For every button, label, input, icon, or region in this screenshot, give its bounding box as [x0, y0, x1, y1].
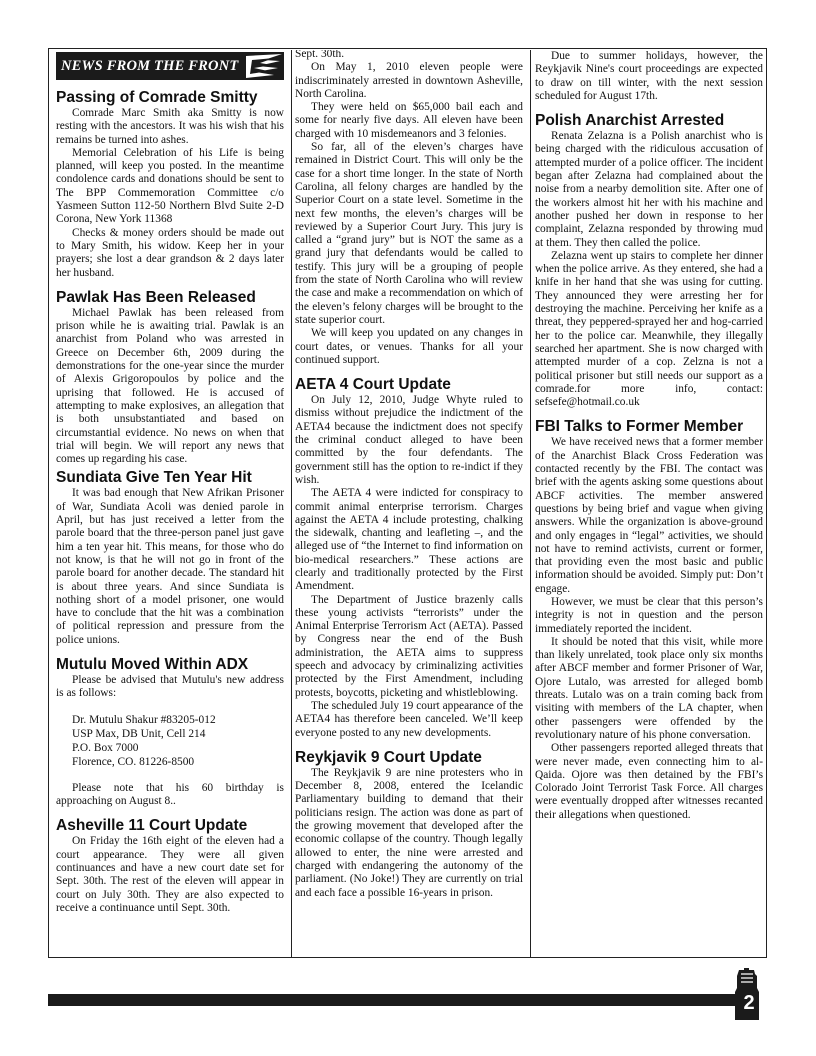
paragraph: On Friday the 16th eight of the eleven had a court appearance. They were all given continuances and have a new court date set for Sept. 30th. The rest of the eleven will appear in court on July 30th. They are also expected to receive a continuance until Sept. 30th. — [56, 835, 284, 914]
footer-bar — [48, 994, 738, 1006]
headline-asheville: Asheville 11 Court Update — [56, 817, 248, 835]
paragraph: Due to summer holidays, however, the Reykjavik Nine's court proceedings are expected to draw on till winter, with the next session scheduled for August 17th. — [535, 50, 763, 102]
headline-pawlak: Pawlak Has Been Released — [56, 288, 256, 306]
column-3 — [535, 50, 763, 958]
headline-fbi: FBI Talks to Former Member — [535, 418, 744, 436]
paragraph: It should be noted that this visit, while more than likely unrelated, took place only six months after ABCF member and former Prisoner of War, Ojore Lutalo, was arrested for alleged bomb threats. Lutalo was on a train coming back from visiting with members of the LA chapter, when other passengers were offended by the revolutionary nature of his phone conversation. — [535, 635, 763, 741]
page-number: 2 — [743, 992, 755, 1014]
column-divider — [291, 50, 292, 958]
paragraph: Checks & money orders should be made out to Mary Smith, his widow. Keep her in your prayers; she lost a dear grandson & 2 days later her husband. — [56, 226, 284, 279]
column-2 — [295, 50, 523, 958]
address-line: Dr. Mutulu Shakur #83205-012 — [72, 713, 216, 726]
paragraph: So far, all of the eleven’s charges have remained in District Court. This will only be the case for a short time longer. In the state of North Carolina, all felony charges are handled by the Superior Court on a state level. Sometime in the next few months, the eleven’s charges will be reviewed by a Superior Court Jury. This jury is called a “grand jury” but is NOT the same as a grand jury that defendants would be called to testify. This jury will be a grouping of people from the state of North Carolina who will review the case and make a recommendation on which of the eleven’s felony charges will be brought to the state superior court. — [295, 141, 523, 326]
paragraph: We have received news that a former member of the Anarchist Black Cross Federation was contacted recently by the FBI. The contact was brief with the agents asking some questions about ABCF activities. The member answered questions by being brief and vague when giving answers. While the organization is above-ground and only engages in “legal” activities, we should not have to remind activists, current or former, that providing even the most basic and public information should be avoided. Simply put: Don’t engage. — [535, 436, 763, 595]
banner-title: NEWS FROM THE FRONT — [61, 58, 239, 74]
paragraph: The scheduled July 19 court appearance of the AETA4 has therefore been canceled. We’ll keep everyone posted to any new developments. — [295, 699, 523, 739]
paragraph: On May 1, 2010 eleven people were indiscriminately arrested in downtown Asheville, North Carolina. — [295, 61, 523, 100]
paragraph: Michael Pawlak has been released from prison while he is awaiting trial. Pawlak is an anarchist from Poland who was arrested in Greece on December 6th, 2009 during the demonstrations for the one-year since the murder of Alexis Grigoropoulos by police and the uprising that followed. He is accused of attempting to make explosives, an allegation that is both unsubstantiated and based on circumstantial evidence. No news on when that trial will begin. We will report any news that comes up regarding his case. — [56, 306, 284, 466]
paragraph: Renata Zelazna is a Polish anarchist who is being charged with the ridiculous accusation of attempted murder of a police officer. The incident began after Zelazna had complained about the noise from a nearby demolition site. After one of the workers almost hit her with his machine and another pushed her down in response to her complaint, Zelazna responded by throwing mud at them. They then called the police. — [535, 130, 763, 249]
headline-smitty: Passing of Comrade Smitty — [56, 89, 258, 106]
paragraph: We will keep you updated on any changes in court dates, or venues. Thanks for all your continued support. — [295, 327, 523, 366]
address-line: Florence, CO. 81226-8500 — [72, 756, 195, 769]
paragraph: It was bad enough that New Afrikan Prisoner of War, Sundiata Acoli was denied parole in April, but has just received a letter from the parole board that the three-person panel just gave him a ten year hit. This means, for those who do not know, is that he will not go in front of the parole board for another decade. The standard hit is about three years. And since Sundiata is nothing short of a model prisoner, one would have to conclude that the hit was a combination of political repression and pressure from the police unions. — [56, 487, 284, 646]
column-divider — [530, 50, 531, 958]
paragraph: They were held on $65,000 bail each and some for nearly five days. All eleven have been charged with 10 misdemeanors and 3 felonies. — [295, 101, 523, 140]
paragraph: The Department of Justice brazenly calls these young activists “terrorists” under the Animal Enterprise Terrorism Act (AETA). Passed by Congress near the end of the Bush administration, the AETA aims to suppress speech and advocacy by criminalizing activities protected by the First Amendment, including protests, boycotts, picketing and whistleblowing. — [295, 593, 523, 699]
paragraph: On July 12, 2010, Judge Whyte ruled to dismiss without prejudice the indictment of the AETA4 because the indictment does not specify the criminal conduct alleged to have been committed by the four defendants. The government still has the option to re-indict if they wish. — [295, 394, 523, 486]
headline-mutulu: Mutulu Moved Within ADX — [56, 655, 249, 673]
paragraph: Memorial Celebration of his Life is being planned, will keep you posted. In the meantime condolence cards and donations should be sent to The BPP Commemoration Committee c/o Yasmeen Sutton 112-50 Northern Blvd Suite 2-D Corona, New York 11368 — [56, 146, 284, 226]
section-banner — [56, 52, 284, 80]
headline-polish: Polish Anarchist Arrested — [535, 112, 725, 130]
paragraph: Please be advised that Mutulu's new address is as follows: — [56, 673, 284, 700]
paragraph: The Reykjavik 9 are nine protesters who in December 8, 2008, entered the Icelandic Parliamentary building to demand that their politicians resign. The action was done as part of the growing movement that developed after the economic collapse of the country. Though legally allowed to enter, the nine were arrested and charged with endangering the autonomy of the parliament. (No Joke!) They are currently on trial and each face a possible 16-years in prison. — [295, 766, 523, 899]
headline-reykjavik: Reykjavik 9 Court Update — [295, 748, 482, 766]
paragraph: Zelazna went up stairs to complete her dinner when the police arrive. As they entered, she had a knife in her hand that she was using for cutting. They announced they were arresting her for destroying the machine. Perceiving her knife as a threat, they peppered-sprayed her and hog-carried her to the police car. Meanwhile, they illegally searched her apartment. She is now charged with attempted murder of a cop. Zelzna is not a political prisoner but still needs our support as a comrade.for more info, contact: sefsefe@hotmail.co.uk — [535, 249, 763, 409]
column-1 — [56, 50, 284, 958]
continued-text — [295, 50, 523, 61]
headline-sundiata: Sundiata Give Ten Year Hit — [56, 469, 252, 487]
address-line: P.O. Box 7000 — [72, 742, 139, 755]
headline-aeta: AETA 4 Court Update — [295, 376, 451, 394]
paragraph: The AETA 4 were indicted for conspiracy to commit animal enterprise terrorism. Charges against the AETA 4 include protesting, chalking the sidewalk, chanting and leafleting –, and the alleged use of “the Internet to find information on bio-medical researchers.” These actions are clearly and traditionally protected by the First Amendment. — [295, 487, 523, 593]
flame-icon — [244, 52, 284, 80]
paragraph: Other passengers reported alleged threats that were never made, even connecting him to al-Qaida. Ojore was then detained by the FBI’s Colorado Joint Terrorist Task Force. All charges were eventually dropped after witnesses recanted their allegations when questioned. — [535, 742, 763, 821]
paragraph: Comrade Marc Smith aka Smitty is now resting with the ancestors. It was his wish that his remains be turned into ashes. — [56, 107, 284, 146]
paragraph: However, we must be clear that this person’s integrity is not in question and the person immediately reported the incident. — [535, 595, 763, 635]
mailing-address — [56, 713, 284, 770]
paragraph: Sept. 30th. — [295, 50, 345, 60]
address-line: USP Max, DB Unit, Cell 214 — [72, 727, 206, 740]
paragraph: Please note that his 60 birthday is approaching on August 8.. — [56, 781, 284, 808]
